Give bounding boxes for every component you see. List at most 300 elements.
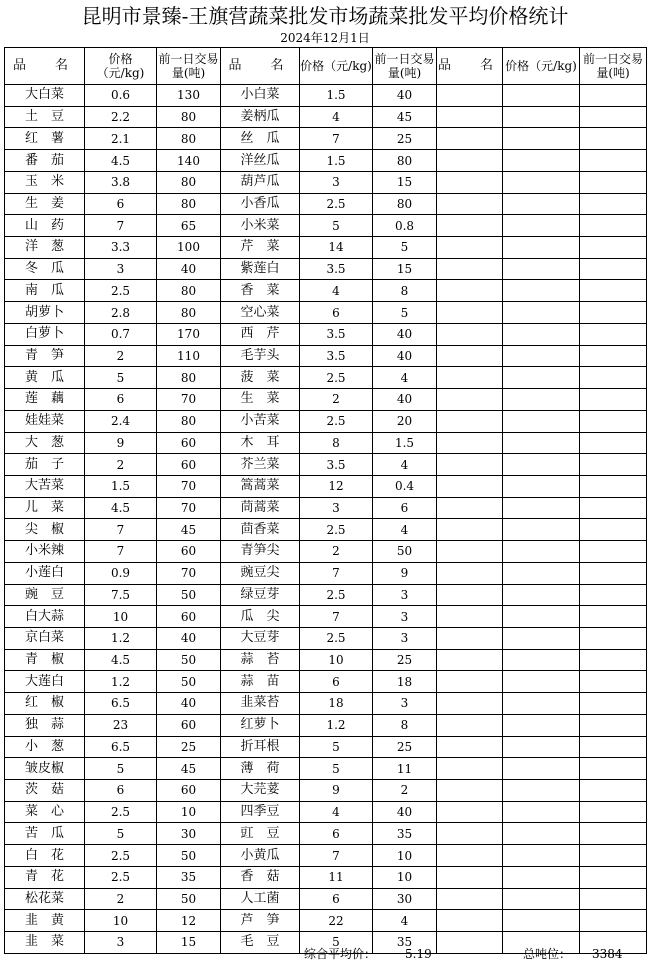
cell-volume: 60 bbox=[157, 606, 221, 628]
table-row bbox=[5, 519, 647, 541]
cell-name bbox=[437, 714, 503, 736]
cell-volume: 5 bbox=[373, 237, 437, 259]
cell-price: 3.8 bbox=[85, 171, 157, 193]
header-price: 价格（元/kg) bbox=[85, 48, 157, 85]
table-row bbox=[5, 128, 647, 150]
cell-price: 2.5 bbox=[85, 801, 157, 823]
cell-price: 10 bbox=[85, 910, 157, 932]
cell-price: 22 bbox=[300, 910, 373, 932]
cell-volume bbox=[580, 823, 647, 845]
total-tonnage-label: 总吨位： bbox=[523, 947, 572, 961]
cell-name: 姜柄瓜 bbox=[221, 106, 300, 128]
cell-name: 薄 荷 bbox=[221, 758, 300, 780]
cell-price: 7 bbox=[300, 606, 373, 628]
cell-volume: 70 bbox=[157, 497, 221, 519]
cell-volume bbox=[580, 910, 647, 932]
cell-price: 3.5 bbox=[300, 345, 373, 367]
table-row bbox=[5, 258, 647, 280]
header-name: 品 名 bbox=[5, 48, 85, 85]
cell-price: 5 bbox=[300, 736, 373, 758]
cell-name: 红 椒 bbox=[5, 693, 85, 715]
cell-name bbox=[437, 693, 503, 715]
cell-volume: 80 bbox=[157, 302, 221, 324]
cell-volume bbox=[580, 584, 647, 606]
cell-price: 2.2 bbox=[85, 106, 157, 128]
cell-volume: 60 bbox=[157, 780, 221, 802]
report-date: 2024年12月1日 bbox=[280, 31, 370, 45]
cell-volume: 35 bbox=[373, 932, 437, 954]
cell-price: 6 bbox=[300, 302, 373, 324]
cell-name: 小米辣 bbox=[5, 541, 85, 563]
cell-volume: 50 bbox=[157, 584, 221, 606]
cell-volume bbox=[580, 736, 647, 758]
cell-volume: 40 bbox=[157, 258, 221, 280]
table-row bbox=[5, 215, 647, 237]
report-title: 昆明市景臻-王旗营蔬菜批发市场蔬菜批发平均价格统计 bbox=[81, 4, 569, 28]
table-row bbox=[5, 627, 647, 649]
cell-volume: 0.4 bbox=[373, 475, 437, 497]
cell-volume bbox=[580, 85, 647, 107]
cell-price bbox=[503, 389, 580, 411]
table-row bbox=[5, 714, 647, 736]
cell-name: 西 芹 bbox=[221, 323, 300, 345]
cell-name: 娃娃菜 bbox=[5, 410, 85, 432]
cell-volume bbox=[580, 541, 647, 563]
cell-volume: 80 bbox=[373, 193, 437, 215]
cell-price bbox=[503, 410, 580, 432]
cell-name: 小米菜 bbox=[221, 215, 300, 237]
cell-price: 1.2 bbox=[85, 627, 157, 649]
cell-price: 4 bbox=[300, 801, 373, 823]
cell-name bbox=[437, 367, 503, 389]
cell-name bbox=[437, 910, 503, 932]
table-row bbox=[5, 389, 647, 411]
cell-price: 2.5 bbox=[85, 280, 157, 302]
cell-volume: 70 bbox=[157, 389, 221, 411]
table-row bbox=[5, 432, 647, 454]
cell-price: 4 bbox=[300, 106, 373, 128]
cell-name: 大莲白 bbox=[5, 671, 85, 693]
cell-price: 4.5 bbox=[85, 497, 157, 519]
cell-name: 青 椒 bbox=[5, 649, 85, 671]
cell-volume: 3 bbox=[373, 627, 437, 649]
cell-volume: 50 bbox=[373, 541, 437, 563]
cell-volume: 80 bbox=[157, 367, 221, 389]
cell-name: 青 笋 bbox=[5, 345, 85, 367]
cell-name: 篙蒿菜 bbox=[221, 475, 300, 497]
cell-volume: 4 bbox=[373, 454, 437, 476]
cell-price bbox=[503, 85, 580, 107]
cell-price: 5 bbox=[85, 823, 157, 845]
cell-volume bbox=[580, 171, 647, 193]
cell-volume: 80 bbox=[157, 106, 221, 128]
cell-volume bbox=[580, 280, 647, 302]
cell-name: 葫芦瓜 bbox=[221, 171, 300, 193]
cell-volume: 40 bbox=[157, 693, 221, 715]
cell-price: 2 bbox=[300, 541, 373, 563]
header-price: 价格（元/kg) bbox=[503, 48, 580, 85]
cell-volume: 6 bbox=[373, 497, 437, 519]
cell-volume: 130 bbox=[157, 85, 221, 107]
cell-volume: 2 bbox=[373, 780, 437, 802]
cell-volume: 15 bbox=[373, 171, 437, 193]
table-row bbox=[5, 910, 647, 932]
cell-price: 2.5 bbox=[85, 866, 157, 888]
cell-volume: 10 bbox=[373, 845, 437, 867]
cell-price bbox=[503, 171, 580, 193]
cell-volume bbox=[580, 866, 647, 888]
cell-volume: 80 bbox=[373, 150, 437, 172]
table-row bbox=[5, 823, 647, 845]
cell-price: 1.2 bbox=[85, 671, 157, 693]
cell-price bbox=[503, 345, 580, 367]
cell-price: 10 bbox=[85, 606, 157, 628]
table-row bbox=[5, 845, 647, 867]
cell-price bbox=[503, 584, 580, 606]
cell-price bbox=[503, 736, 580, 758]
average-price-value: 5.19 bbox=[405, 947, 432, 961]
cell-price: 7 bbox=[300, 562, 373, 584]
cell-name: 大白菜 bbox=[5, 85, 85, 107]
cell-volume bbox=[580, 780, 647, 802]
cell-volume bbox=[580, 562, 647, 584]
cell-price: 23 bbox=[85, 714, 157, 736]
cell-volume: 40 bbox=[373, 801, 437, 823]
cell-price: 6 bbox=[85, 389, 157, 411]
header-volume: 前一日交易量(吨) bbox=[157, 48, 221, 85]
table-row bbox=[5, 584, 647, 606]
cell-volume: 4 bbox=[373, 367, 437, 389]
cell-volume: 3 bbox=[373, 606, 437, 628]
cell-price bbox=[503, 237, 580, 259]
cell-volume: 8 bbox=[373, 280, 437, 302]
cell-name: 大豆芽 bbox=[221, 627, 300, 649]
cell-volume: 12 bbox=[157, 910, 221, 932]
cell-price: 1.5 bbox=[85, 475, 157, 497]
cell-price bbox=[503, 519, 580, 541]
table-row bbox=[5, 193, 647, 215]
cell-volume bbox=[580, 258, 647, 280]
table-row bbox=[5, 888, 647, 910]
average-price-label: 综合平均价： bbox=[304, 947, 377, 961]
cell-name: 冬 瓜 bbox=[5, 258, 85, 280]
cell-name: 芦 笋 bbox=[221, 910, 300, 932]
cell-name: 尖 椒 bbox=[5, 519, 85, 541]
cell-name bbox=[437, 519, 503, 541]
cell-name: 儿 菜 bbox=[5, 497, 85, 519]
cell-name: 生 菜 bbox=[221, 389, 300, 411]
cell-name: 大苦菜 bbox=[5, 475, 85, 497]
cell-volume: 60 bbox=[157, 432, 221, 454]
cell-volume: 35 bbox=[157, 866, 221, 888]
cell-volume: 5 bbox=[373, 302, 437, 324]
cell-name bbox=[437, 866, 503, 888]
cell-name: 青笋尖 bbox=[221, 541, 300, 563]
cell-volume: 50 bbox=[157, 671, 221, 693]
table-row bbox=[5, 410, 647, 432]
cell-price: 7 bbox=[85, 215, 157, 237]
cell-price: 3 bbox=[85, 932, 157, 954]
cell-volume bbox=[580, 801, 647, 823]
cell-name: 洋 葱 bbox=[5, 237, 85, 259]
cell-name: 红萝卜 bbox=[221, 714, 300, 736]
cell-volume: 60 bbox=[157, 454, 221, 476]
cell-volume bbox=[580, 106, 647, 128]
table-row bbox=[5, 866, 647, 888]
cell-name: 茄 子 bbox=[5, 454, 85, 476]
cell-price: 5 bbox=[300, 758, 373, 780]
cell-price bbox=[503, 671, 580, 693]
cell-name bbox=[437, 215, 503, 237]
cell-price: 2.5 bbox=[300, 627, 373, 649]
cell-volume: 50 bbox=[157, 845, 221, 867]
cell-name bbox=[437, 845, 503, 867]
cell-price bbox=[503, 758, 580, 780]
cell-volume: 25 bbox=[373, 128, 437, 150]
cell-price bbox=[503, 106, 580, 128]
cell-price: 4.5 bbox=[85, 150, 157, 172]
cell-price: 1.2 bbox=[300, 714, 373, 736]
cell-volume: 50 bbox=[157, 649, 221, 671]
cell-name bbox=[437, 389, 503, 411]
cell-price: 0.7 bbox=[85, 323, 157, 345]
cell-price: 2.5 bbox=[300, 584, 373, 606]
cell-name: 韭 黄 bbox=[5, 910, 85, 932]
cell-name: 韭菜苔 bbox=[221, 693, 300, 715]
cell-volume: 35 bbox=[373, 823, 437, 845]
cell-name: 小白菜 bbox=[221, 85, 300, 107]
cell-volume bbox=[580, 367, 647, 389]
table-row bbox=[5, 562, 647, 584]
cell-volume bbox=[580, 714, 647, 736]
cell-price: 6 bbox=[85, 780, 157, 802]
table-row bbox=[5, 649, 647, 671]
cell-name: 豇 豆 bbox=[221, 823, 300, 845]
cell-price: 5 bbox=[85, 758, 157, 780]
cell-name: 小苦菜 bbox=[221, 410, 300, 432]
cell-price bbox=[503, 627, 580, 649]
table-row bbox=[5, 237, 647, 259]
cell-price bbox=[503, 562, 580, 584]
cell-volume: 140 bbox=[157, 150, 221, 172]
cell-price bbox=[503, 258, 580, 280]
cell-name: 白 花 bbox=[5, 845, 85, 867]
cell-price: 0.9 bbox=[85, 562, 157, 584]
cell-price: 5 bbox=[300, 932, 373, 954]
cell-price: 6 bbox=[300, 888, 373, 910]
cell-volume: 15 bbox=[373, 258, 437, 280]
cell-price bbox=[503, 454, 580, 476]
cell-volume bbox=[580, 671, 647, 693]
cell-name bbox=[437, 823, 503, 845]
cell-volume: 60 bbox=[157, 541, 221, 563]
cell-volume bbox=[580, 410, 647, 432]
cell-price: 2 bbox=[85, 888, 157, 910]
table-row bbox=[5, 606, 647, 628]
cell-volume: 20 bbox=[373, 410, 437, 432]
cell-name: 白大蒜 bbox=[5, 606, 85, 628]
cell-name: 独 蒜 bbox=[5, 714, 85, 736]
cell-name bbox=[437, 410, 503, 432]
cell-name: 黄 瓜 bbox=[5, 367, 85, 389]
cell-price: 7.5 bbox=[85, 584, 157, 606]
cell-name bbox=[437, 497, 503, 519]
price-table bbox=[4, 47, 647, 954]
cell-volume: 15 bbox=[157, 932, 221, 954]
cell-volume: 9 bbox=[373, 562, 437, 584]
cell-volume: 40 bbox=[373, 85, 437, 107]
cell-price bbox=[503, 280, 580, 302]
cell-name bbox=[437, 258, 503, 280]
cell-name: 豌 豆 bbox=[5, 584, 85, 606]
cell-price: 2 bbox=[85, 345, 157, 367]
cell-volume: 110 bbox=[157, 345, 221, 367]
cell-name bbox=[437, 193, 503, 215]
cell-price: 5 bbox=[300, 215, 373, 237]
cell-volume bbox=[580, 454, 647, 476]
cell-name: 人工菌 bbox=[221, 888, 300, 910]
cell-price: 7 bbox=[300, 128, 373, 150]
cell-name bbox=[437, 736, 503, 758]
cell-price: 11 bbox=[300, 866, 373, 888]
cell-volume: 1.5 bbox=[373, 432, 437, 454]
table-row bbox=[5, 302, 647, 324]
table-row bbox=[5, 736, 647, 758]
cell-name bbox=[437, 432, 503, 454]
cell-volume bbox=[580, 649, 647, 671]
table-row bbox=[5, 801, 647, 823]
cell-price: 4 bbox=[300, 280, 373, 302]
cell-name bbox=[437, 345, 503, 367]
table-row bbox=[5, 150, 647, 172]
table-row bbox=[5, 780, 647, 802]
cell-name bbox=[437, 280, 503, 302]
cell-name bbox=[437, 627, 503, 649]
cell-name bbox=[437, 323, 503, 345]
cell-volume bbox=[580, 475, 647, 497]
table-row bbox=[5, 758, 647, 780]
cell-price: 2.5 bbox=[300, 193, 373, 215]
cell-name bbox=[437, 758, 503, 780]
cell-price: 1.5 bbox=[300, 85, 373, 107]
cell-price bbox=[503, 823, 580, 845]
table-row bbox=[5, 454, 647, 476]
cell-name: 丝 瓜 bbox=[221, 128, 300, 150]
cell-price: 1.5 bbox=[300, 150, 373, 172]
cell-name: 南 瓜 bbox=[5, 280, 85, 302]
cell-volume: 65 bbox=[157, 215, 221, 237]
table-row bbox=[5, 497, 647, 519]
table-row bbox=[5, 671, 647, 693]
cell-price bbox=[503, 801, 580, 823]
cell-volume bbox=[580, 389, 647, 411]
cell-name: 茼蒿菜 bbox=[221, 497, 300, 519]
cell-name: 小 葱 bbox=[5, 736, 85, 758]
cell-price bbox=[503, 150, 580, 172]
cell-name: 小香瓜 bbox=[221, 193, 300, 215]
cell-volume: 10 bbox=[157, 801, 221, 823]
cell-price: 4.5 bbox=[85, 649, 157, 671]
cell-price: 2.1 bbox=[85, 128, 157, 150]
cell-volume: 60 bbox=[157, 714, 221, 736]
table-row bbox=[5, 345, 647, 367]
cell-price: 14 bbox=[300, 237, 373, 259]
cell-price: 2.8 bbox=[85, 302, 157, 324]
cell-price: 6 bbox=[85, 193, 157, 215]
cell-price: 5 bbox=[85, 367, 157, 389]
cell-name: 蒜 苗 bbox=[221, 671, 300, 693]
cell-volume: 30 bbox=[157, 823, 221, 845]
cell-name: 玉 米 bbox=[5, 171, 85, 193]
cell-price: 2.5 bbox=[300, 410, 373, 432]
cell-name: 松花菜 bbox=[5, 888, 85, 910]
cell-price: 3.5 bbox=[300, 454, 373, 476]
table-row bbox=[5, 106, 647, 128]
cell-price: 3 bbox=[300, 171, 373, 193]
cell-name: 毛芋头 bbox=[221, 345, 300, 367]
cell-volume: 3 bbox=[373, 693, 437, 715]
cell-volume bbox=[580, 215, 647, 237]
table-row bbox=[5, 367, 647, 389]
cell-price bbox=[503, 910, 580, 932]
total-tonnage-value: 3384 bbox=[592, 947, 623, 961]
cell-price bbox=[503, 215, 580, 237]
cell-volume: 3 bbox=[373, 584, 437, 606]
cell-name: 大 葱 bbox=[5, 432, 85, 454]
cell-price bbox=[503, 497, 580, 519]
cell-volume bbox=[580, 128, 647, 150]
table-row bbox=[5, 693, 647, 715]
cell-name: 白萝卜 bbox=[5, 323, 85, 345]
cell-name: 四季豆 bbox=[221, 801, 300, 823]
cell-price bbox=[503, 302, 580, 324]
cell-price bbox=[503, 541, 580, 563]
cell-name bbox=[437, 237, 503, 259]
header-price: 价格（元/kg) bbox=[300, 48, 373, 85]
cell-name bbox=[437, 106, 503, 128]
cell-volume: 80 bbox=[157, 193, 221, 215]
cell-name: 番 茄 bbox=[5, 150, 85, 172]
cell-name bbox=[437, 932, 503, 954]
cell-price: 3.5 bbox=[300, 323, 373, 345]
cell-volume: 25 bbox=[373, 736, 437, 758]
cell-name bbox=[437, 475, 503, 497]
cell-price bbox=[503, 128, 580, 150]
cell-volume bbox=[580, 193, 647, 215]
cell-price: 10 bbox=[300, 649, 373, 671]
cell-name: 香 菜 bbox=[221, 280, 300, 302]
cell-volume bbox=[580, 150, 647, 172]
cell-name: 洋丝瓜 bbox=[221, 150, 300, 172]
cell-price bbox=[503, 693, 580, 715]
cell-volume: 80 bbox=[157, 280, 221, 302]
table-row bbox=[5, 475, 647, 497]
cell-volume: 50 bbox=[157, 888, 221, 910]
cell-price bbox=[503, 606, 580, 628]
header-name: 品 名 bbox=[221, 48, 300, 85]
cell-name bbox=[437, 541, 503, 563]
cell-name: 空心菜 bbox=[221, 302, 300, 324]
cell-name: 苦 瓜 bbox=[5, 823, 85, 845]
cell-volume bbox=[580, 888, 647, 910]
cell-price: 2 bbox=[85, 454, 157, 476]
cell-price: 8 bbox=[300, 432, 373, 454]
cell-volume: 10 bbox=[373, 866, 437, 888]
cell-name: 山 药 bbox=[5, 215, 85, 237]
cell-name: 蒜 苔 bbox=[221, 649, 300, 671]
cell-volume: 100 bbox=[157, 237, 221, 259]
cell-price: 0.6 bbox=[85, 85, 157, 107]
